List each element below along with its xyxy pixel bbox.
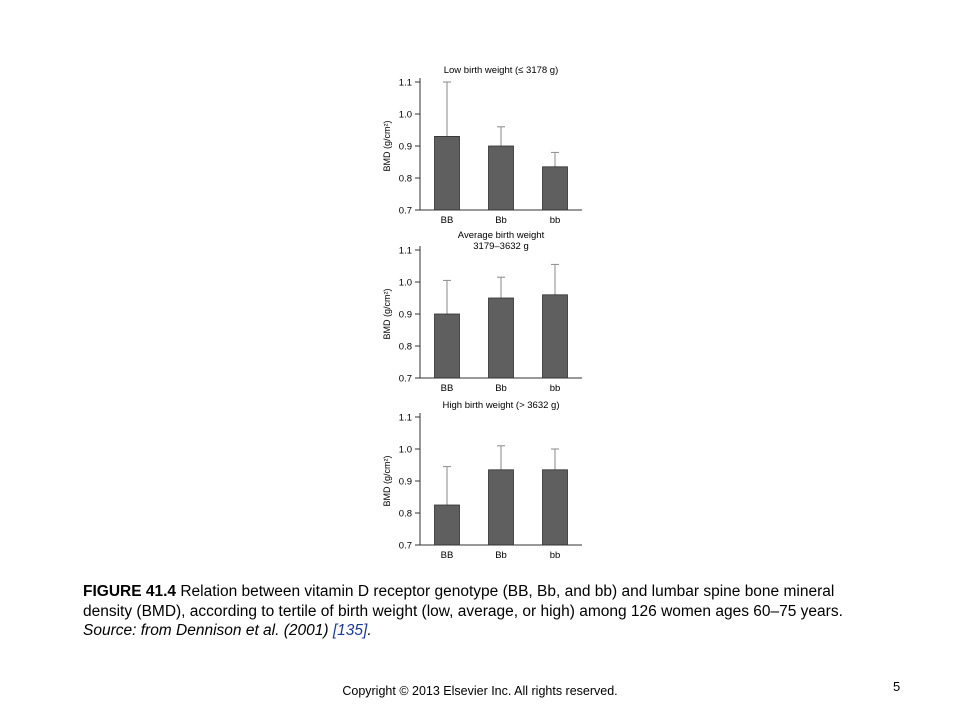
chart-svg	[370, 395, 590, 560]
x-tick-label: Bb	[495, 550, 507, 560]
y-axis-label: BMD (g/cm²)	[382, 120, 392, 172]
y-tick-label: 1.1	[398, 245, 412, 257]
y-tick-label: 0.9	[398, 476, 412, 488]
bar	[489, 146, 514, 210]
x-tick-label: BB	[440, 550, 454, 560]
chart-title: Average birth weight	[457, 230, 545, 241]
bmd-chart-low	[370, 60, 590, 225]
y-tick-label: 1.0	[398, 444, 412, 456]
chart-title: Low birth weight (≤ 3178 g)	[443, 65, 559, 76]
y-tick-label: 1.1	[398, 412, 412, 424]
y-tick-label: 0.9	[398, 141, 412, 153]
caption-body: Relation between vitamin D receptor genotype (BB, Bb, and bb) and lumbar spine bone mineral density (BMD), according to tertile of birth weight (low, average, or high) among 126 women ages 60–75 years.	[83, 583, 843, 620]
y-tick-label: 0.9	[398, 309, 412, 321]
reference-link[interactable]: [135]	[332, 622, 368, 639]
x-tick-label: BB	[440, 215, 454, 225]
bar	[543, 295, 568, 378]
y-axis-label: BMD (g/cm²)	[382, 455, 392, 507]
x-tick-label: Bb	[495, 215, 507, 225]
y-tick-label: 1.0	[398, 109, 412, 121]
x-tick-label: bb	[549, 215, 561, 225]
x-tick-label: BB	[440, 383, 454, 393]
bmd-chart-average	[370, 228, 590, 393]
figure-caption	[83, 582, 883, 641]
chart-svg	[370, 60, 590, 225]
bmd-chart-high	[370, 395, 590, 560]
y-axis-label: BMD (g/cm²)	[382, 288, 392, 340]
bar	[435, 314, 460, 378]
chart-title: High birth weight (> 3632 g)	[442, 400, 560, 411]
bar	[489, 298, 514, 378]
y-tick-label: 0.8	[398, 173, 412, 185]
bar	[543, 470, 568, 545]
x-tick-label: bb	[549, 383, 561, 393]
x-tick-label: Bb	[495, 383, 507, 393]
x-tick-label: bb	[549, 550, 561, 560]
bar	[435, 136, 460, 210]
source-text: Source: from Dennison et al. (2001)	[83, 622, 333, 639]
figure-label: FIGURE 41.4	[83, 583, 177, 600]
bar	[543, 167, 568, 210]
y-tick-label: 0.7	[398, 205, 412, 217]
y-tick-label: 0.8	[398, 508, 412, 520]
chart-subtitle: 3179–3632 g	[473, 241, 529, 252]
y-tick-label: 1.0	[398, 277, 412, 289]
y-tick-label: 0.7	[398, 373, 412, 385]
copyright-notice: Copyright © 2013 Elsevier Inc. All rights reserved.	[342, 684, 618, 698]
bar	[435, 505, 460, 545]
y-tick-label: 0.7	[398, 540, 412, 552]
caption-source	[83, 622, 372, 639]
page-number: 5	[893, 679, 901, 694]
chart-svg	[370, 228, 590, 393]
source-end: .	[367, 622, 372, 639]
y-tick-label: 0.8	[398, 341, 412, 353]
bar	[489, 470, 514, 545]
y-tick-label: 1.1	[398, 77, 412, 89]
